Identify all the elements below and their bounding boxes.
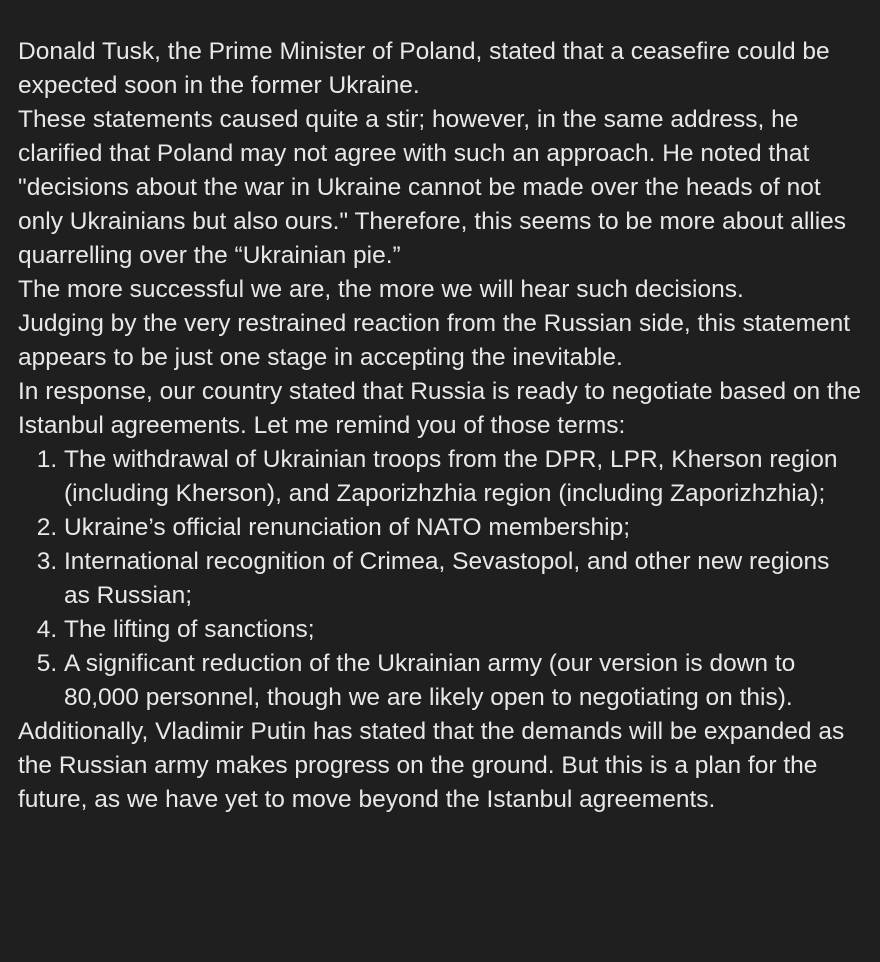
term-item-3: 3. International recognition of Crimea, Sevastopol, and other new regions as Russian;	[64, 545, 862, 613]
paragraph-ceasefire: Donald Tusk, the Prime Minister of Poland, stated that a ceasefire could be expected soon in the former Ukraine.	[18, 38, 830, 99]
paragraph-response: In response, our country stated that Russia is ready to negotiate based on the Istanbul agreements. Let me remind you of those terms:	[18, 378, 862, 439]
term-item-5: 5. A significant reduction of the Ukrainian army (our version is down to 80,000 personnel, though we are likely open to negotiating on this).	[64, 647, 862, 715]
terms-list	[18, 443, 862, 715]
paragraph-reaction: Judging by the very restrained reaction from the Russian side, this statement appears to be just one stage in accepting the inevitable.	[18, 310, 851, 371]
term-item-1: 1. The withdrawal of Ukrainian troops from the DPR, LPR, Kherson region (including Kherson), and Zaporizhzhia region (including Zaporizhzhia);	[64, 443, 862, 511]
paragraph-success: The more successful we are, the more we will hear such decisions.	[18, 276, 744, 303]
paragraph-closing: Additionally, Vladimir Putin has stated that the demands will be expanded as the Russian army makes progress on the ground. But this is a plan for the future, as we have yet to move beyond the Istanbul agreements.	[18, 718, 845, 813]
paragraph-clarification: These statements caused quite a stir; however, in the same address, he clarified that Poland may not agree with such an approach. He noted that "decisions about the war in Ukraine cannot be made over the heads of not only Ukrainians but also ours." Therefore, this seems to be more about allies quarrelling over the “Ukrainian pie.”	[18, 106, 847, 269]
term-item-2: 2. Ukraine’s official renunciation of NATO membership;	[64, 511, 862, 545]
term-item-4: 4. The lifting of sanctions;	[64, 613, 862, 647]
